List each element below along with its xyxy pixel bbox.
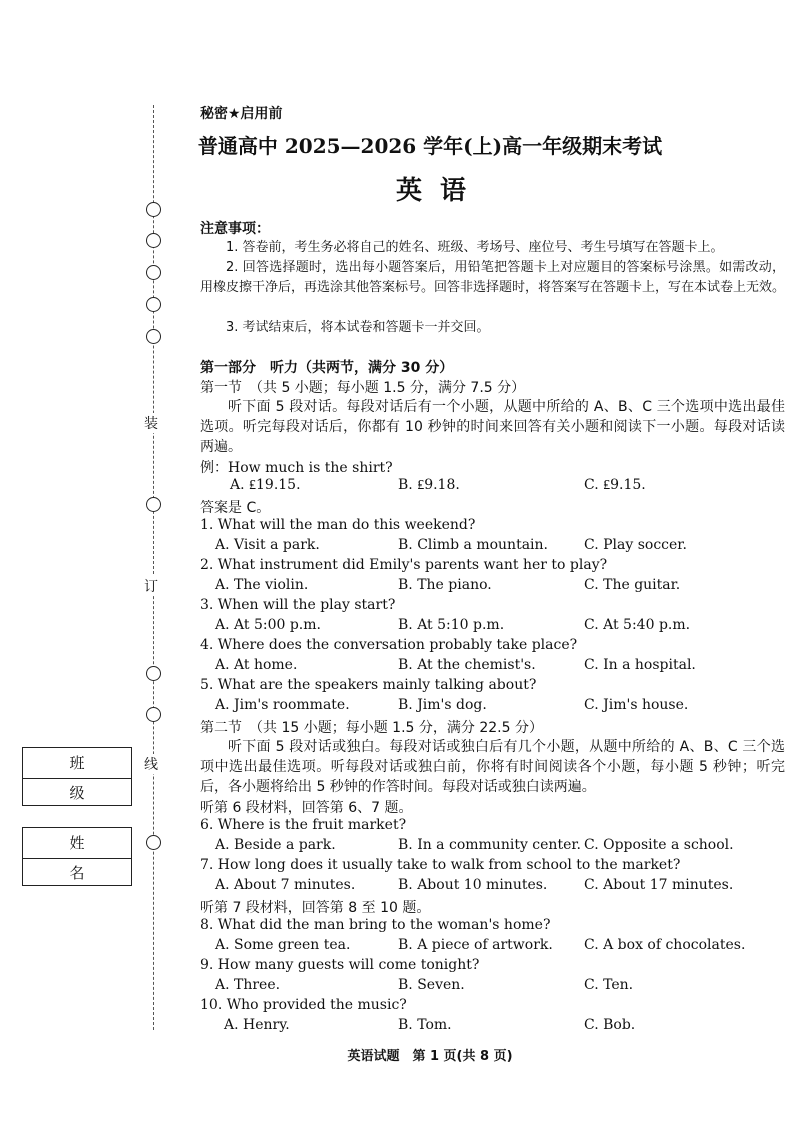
question: 6. Where is the fruit market? xyxy=(200,817,407,833)
option-a: A. Beside a park. xyxy=(215,837,336,853)
binding-hole xyxy=(146,233,161,248)
example-question: 例：How much is the shirt? xyxy=(200,460,393,476)
question: 2. What instrument did Emily's parents want her to play? xyxy=(200,557,608,573)
note-item: 2. 回答选择题时，选出每小题答案后，用铅笔把答题卡上对应题目的答案标号涂黑。如需改动，用橡皮擦干净后，再选涂其他答案标号。回答非选择题时，将答案写在答题卡上，写在本试卷上无效。 xyxy=(200,260,786,295)
option-b: B. ₤9.18. xyxy=(398,477,460,493)
option-a: A. The violin. xyxy=(215,577,309,593)
option-b: B. About 10 minutes. xyxy=(398,877,548,893)
section1-instruction: 听下面 5 段对话。每段对话后有一个小题，从题中所给的 A、B、C 三个选项中选出最佳选项。听完每段对话后，你都有 10 秒钟的时间来回答有关小题和阅读下一小题。每段对话读两遍。 xyxy=(200,399,785,455)
binding-hole xyxy=(146,707,161,722)
question: 3. When will the play start? xyxy=(200,597,396,613)
option-b: B. Jim's dog. xyxy=(398,697,487,713)
option-b: B. A piece of artwork. xyxy=(398,937,553,953)
question: 7. How long does it usually take to walk from school to the market? xyxy=(200,857,681,873)
question: 1. What will the man do this weekend? xyxy=(200,517,476,533)
subject-title: 英语 xyxy=(395,176,484,206)
material-note: 听第 7 段材料，回答第 8 至 10 题。 xyxy=(200,900,431,916)
question: 5. What are the speakers mainly talking about? xyxy=(200,677,537,693)
name-field[interactable] xyxy=(22,827,132,886)
note-item: 1. 答卷前，考生务必将自己的姓名、班级、考场号、座位号、考生号填写在答题卡上。 xyxy=(226,240,724,255)
option-a: A. ₤19.15. xyxy=(230,477,301,493)
part1-heading: 第一部分 听力（共两节，满分 30 分） xyxy=(200,360,454,376)
question: 8. What did the man bring to the woman's home? xyxy=(200,917,551,933)
option-a: A. At 5:00 p.m. xyxy=(215,617,321,633)
option-a: A. About 7 minutes. xyxy=(215,877,356,893)
section2-heading: 第二节 （共 15 小题；每小题 1.5 分，满分 22.5 分） xyxy=(200,720,543,736)
secret-label: 秘密★启用前 xyxy=(200,106,283,122)
option-b: B. Tom. xyxy=(398,1017,452,1033)
option-c: C. The guitar. xyxy=(584,577,681,593)
binding-hole xyxy=(146,329,161,344)
option-c: C. Play soccer. xyxy=(584,537,687,553)
option-b: B. At 5:10 p.m. xyxy=(398,617,505,633)
question: 10. Who provided the music? xyxy=(200,997,407,1013)
option-a: A. At home. xyxy=(215,657,298,673)
class-label: 班级 xyxy=(23,748,131,779)
material-note: 听第 6 段材料，回答第 6、7 题。 xyxy=(200,800,413,816)
option-b: B. In a community center. xyxy=(398,837,581,853)
binding-hole xyxy=(146,265,161,280)
question: 9. How many guests will come tonight? xyxy=(200,957,480,973)
option-a: A. Visit a park. xyxy=(215,537,320,553)
notes-heading: 注意事项： xyxy=(200,221,270,237)
binding-text-ding: 订 xyxy=(144,576,158,596)
note-item: 3. 考试结束后，将本试卷和答题卡一并交回。 xyxy=(226,320,490,335)
binding-hole xyxy=(146,297,161,312)
option-c: C. About 17 minutes. xyxy=(584,877,734,893)
option-a: A. Jim's roommate. xyxy=(215,697,350,713)
option-b: B. The piano. xyxy=(398,577,492,593)
binding-hole xyxy=(146,666,161,681)
binding-hole xyxy=(146,835,161,850)
option-a: A. Three. xyxy=(215,977,281,993)
option-b: B. Climb a mountain. xyxy=(398,537,548,553)
option-c: C. Bob. xyxy=(584,1017,636,1033)
name-label: 姓名 xyxy=(23,828,131,859)
option-a: A. Henry. xyxy=(224,1017,290,1033)
option-c: C. A box of chocolates. xyxy=(584,937,746,953)
option-c: C. At 5:40 p.m. xyxy=(584,617,691,633)
option-c: C. Ten. xyxy=(584,977,634,993)
class-field[interactable] xyxy=(22,747,132,806)
question: 4. Where does the conversation probably take place? xyxy=(200,637,578,653)
option-b: B. At the chemist's. xyxy=(398,657,536,673)
option-c: C. Opposite a school. xyxy=(584,837,734,853)
binding-text-xian: 线 xyxy=(144,754,158,774)
option-c: C. ₤9.15. xyxy=(584,477,646,493)
option-b: B. Seven. xyxy=(398,977,465,993)
section2-instruction: 听下面 5 段对话或独白。每段对话或独白后有几个小题，从题中所给的 A、B、C 三个选项中选出最佳选项。听每段对话或独白前，你将有时间阅读各个小题，每小题 5 秒钟；听完后，各小题将给出 5 秒钟的作答时间。每段对话或独白读两遍。 xyxy=(200,739,785,795)
option-c: C. Jim's house. xyxy=(584,697,689,713)
option-a: A. Some green tea. xyxy=(215,937,351,953)
example-answer: 答案是 C。 xyxy=(200,500,271,516)
page-footer: 英语试题 第 1 页(共 8 页) xyxy=(347,1049,513,1064)
option-c: C. In a hospital. xyxy=(584,657,696,673)
exam-title: 普通高中 2025—2026 学年(上)高一年级期末考试 xyxy=(197,134,663,158)
binding-hole xyxy=(146,497,161,512)
binding-text-zhuang: 装 xyxy=(144,413,158,433)
section1-heading: 第一节 （共 5 小题；每小题 1.5 分，满分 7.5 分） xyxy=(200,380,526,396)
